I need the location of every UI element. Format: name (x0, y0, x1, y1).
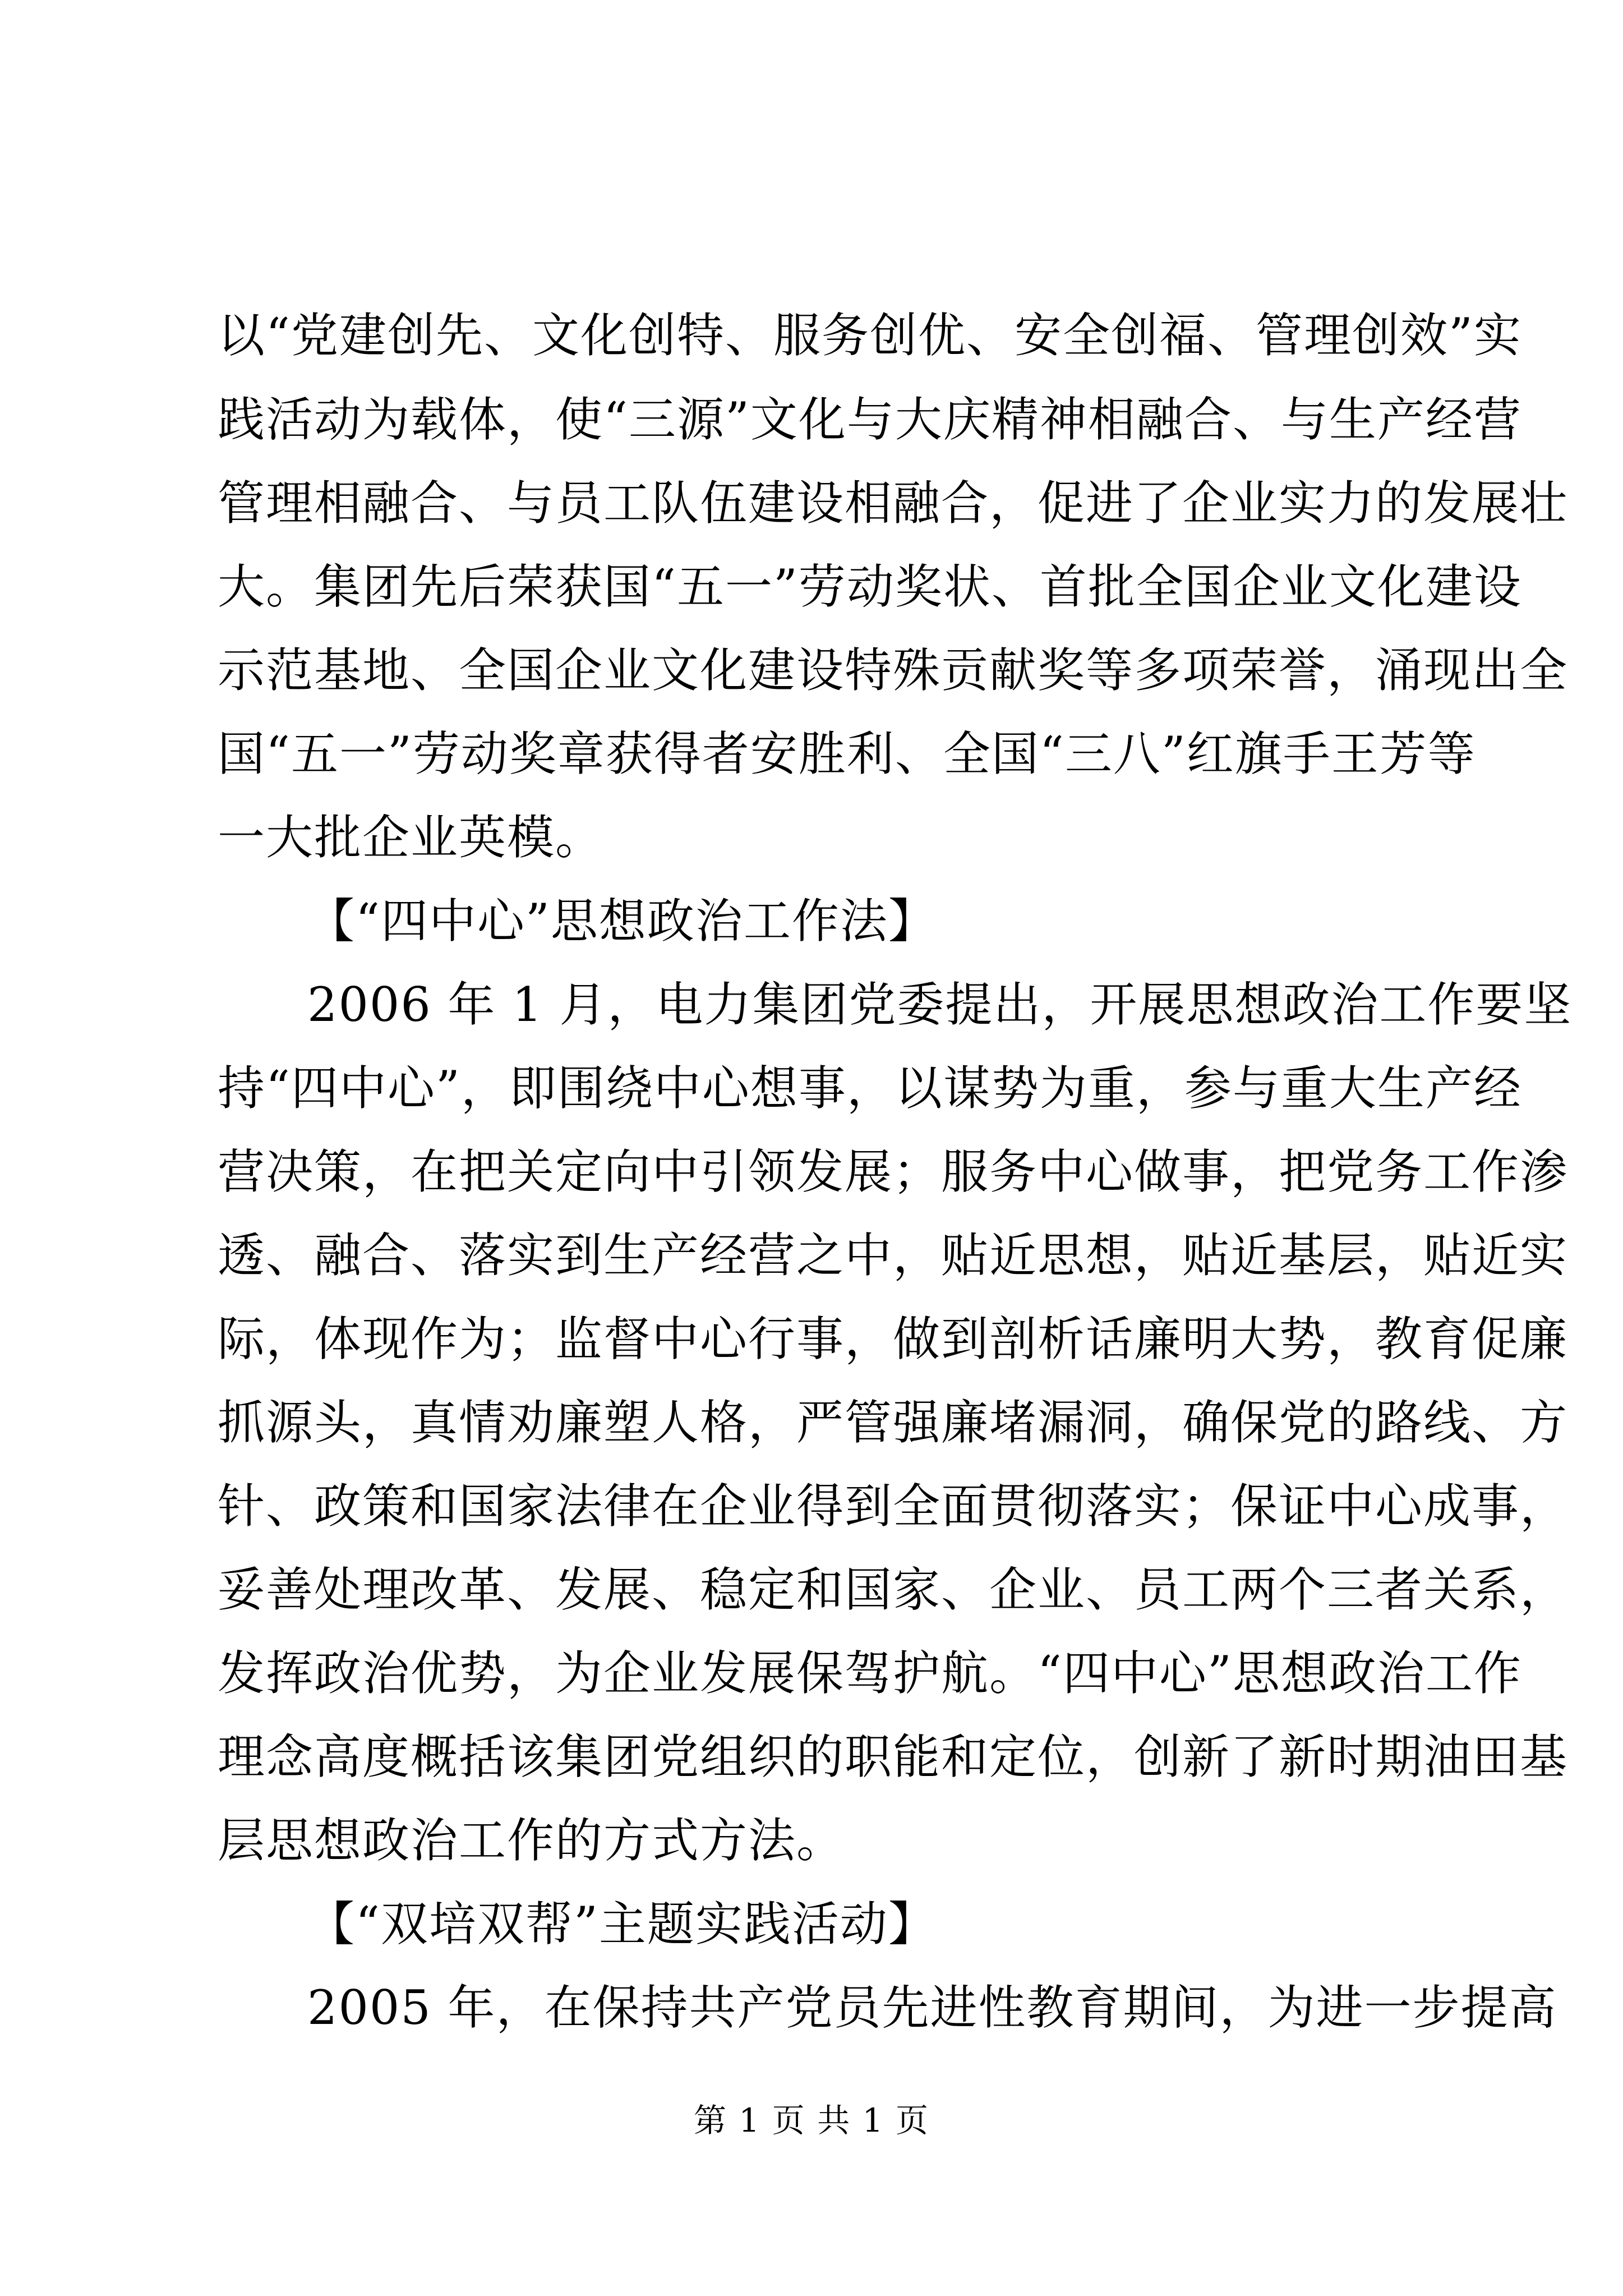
text-line: 大。集团先后荣获国“五一”劳动奖状、首批全国企业文化建设 (218, 559, 1522, 614)
text-line: 示范基地、全国企业文化建设特殊贡献奖等多项荣誉，涌现出全 (218, 643, 1569, 698)
text-line: 践活动为载体，使“三源”文化与大庆精神相融合、与生产经营 (218, 392, 1522, 447)
section-heading: 【“双培双帮”主题实践活动】 (307, 1897, 937, 1952)
text-line: 发挥政治优势，为企业发展保驾护航。“四中心”思想政治工作 (218, 1646, 1522, 1701)
text-line: 国“五一”劳动奖章获得者安胜利、全国“三八”红旗手王芳等 (218, 726, 1476, 781)
text-line: 妥善处理改革、发展、稳定和国家、企业、员工两个三者关系， (218, 1562, 1569, 1617)
text-line: 际，体现作为；监督中心行事，做到剖析话廉明大势，教育促廉 (218, 1312, 1569, 1366)
text-line: 管理相融合、与员工队伍建设相融合，促进了企业实力的发展壮 (218, 476, 1569, 531)
text-line: 抓源头，真情劝廉塑人格，严管强廉堵漏洞，确保党的路线、方 (218, 1395, 1569, 1450)
text-line: 一大批企业英模。 (218, 810, 604, 865)
text-line: 营决策，在把关定向中引领发展；服务中心做事，把党务工作渗 (218, 1144, 1569, 1199)
section-heading: 【“四中心”思想政治工作法】 (307, 894, 937, 949)
text-line: 以“党建创先、文化创特、服务创优、安全创福、管理创效”实 (218, 308, 1522, 363)
page-number-footer: 第 1 页 共 1 页 (694, 2101, 929, 2139)
text-line: 针、政策和国家法律在企业得到全面贯彻落实；保证中心成事， (218, 1479, 1569, 1534)
text-line: 透、融合、落实到生产经营之中，贴近思想，贴近基层，贴近实 (218, 1228, 1569, 1283)
text-line: 2005 年，在保持共产党员先进性教育期间，为进一步提高 (307, 1980, 1557, 2035)
text-line: 理念高度概括该集团党组织的职能和定位，创新了新时期油田基 (218, 1729, 1569, 1784)
text-line: 层思想政治工作的方式方法。 (218, 1813, 845, 1868)
text-line: 持“四中心”，即围绕中心想事，以谋势为重，参与重大生产经 (218, 1061, 1522, 1116)
text-line: 2006 年 1 月，电力集团党委提出，开展思想政治工作要坚 (307, 977, 1573, 1032)
